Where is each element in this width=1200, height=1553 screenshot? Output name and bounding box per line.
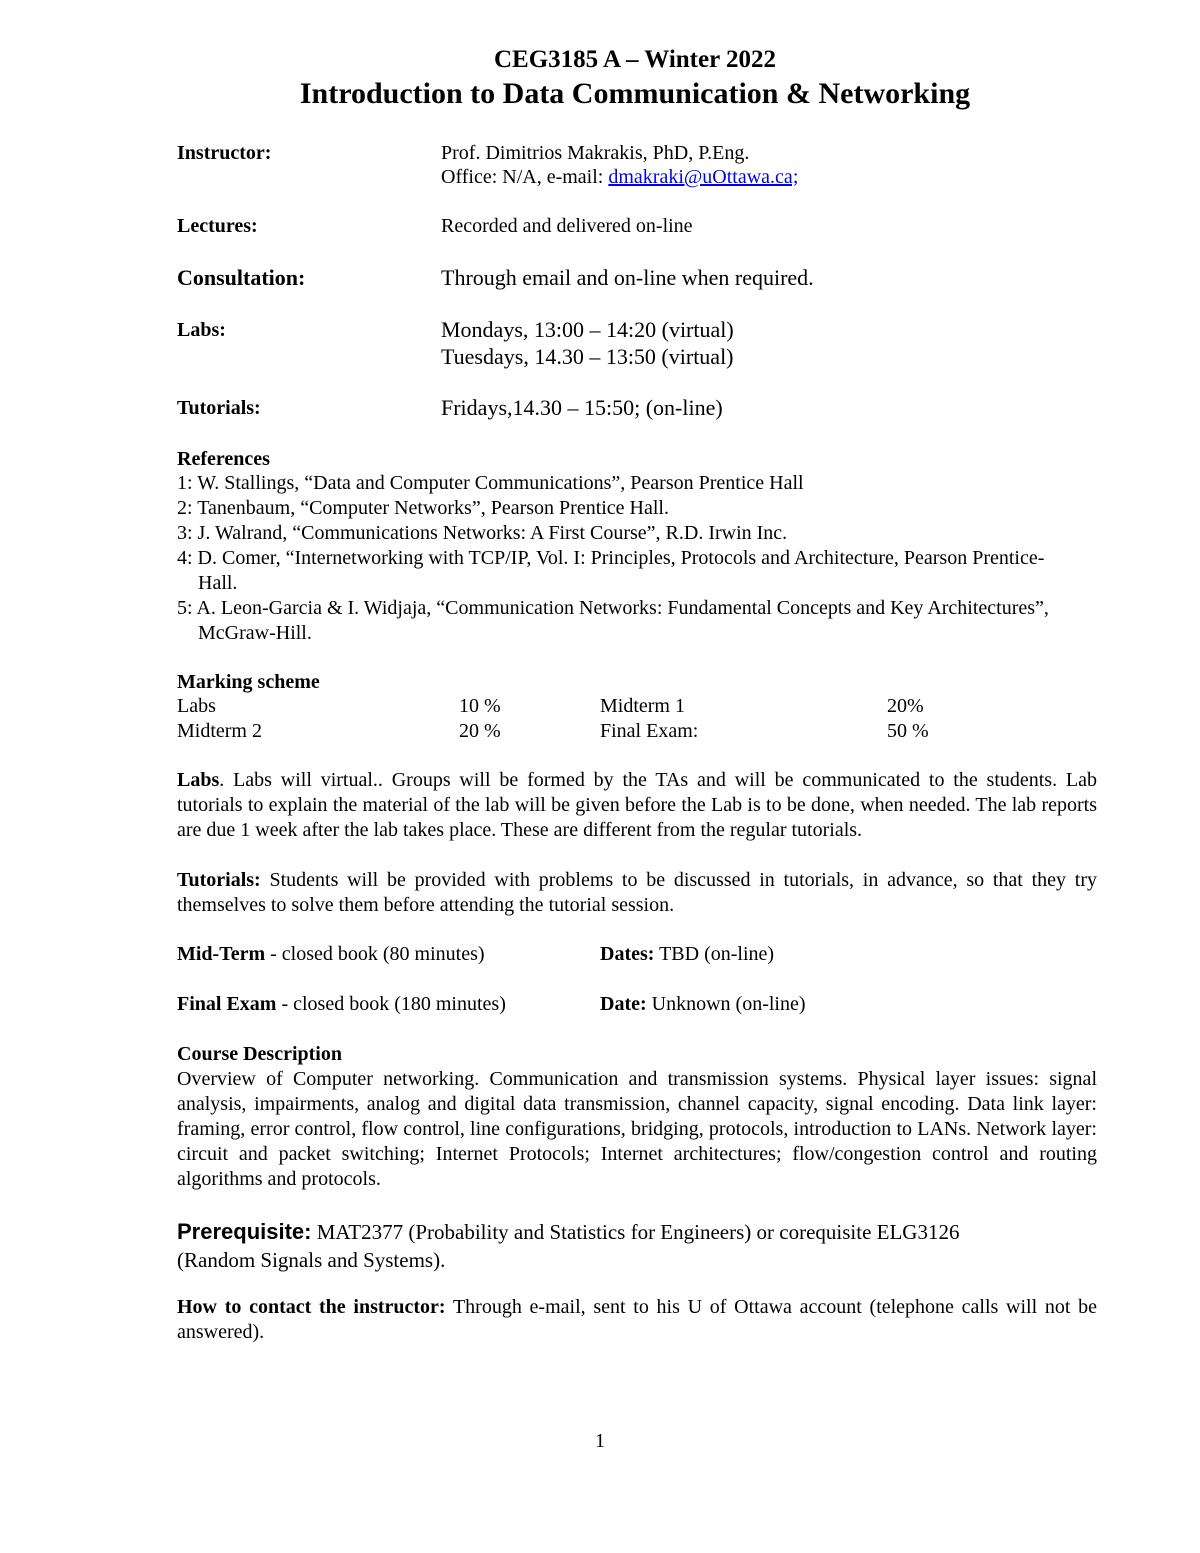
midterm-dates-label: Dates: [600, 943, 655, 965]
reference-item: 4: D. Comer, “Internetworking with TCP/IP, Vol. I: Principles, Protocols and Architecture, Pearson Prentice-Hall. [177, 547, 1045, 594]
midterm-info [177, 942, 485, 967]
consultation-value: Through email and on-line when required. [441, 265, 814, 290]
midterm-dates-value: TBD (on-line) [654, 943, 775, 965]
prerequisite-label: Prerequisite: [177, 1219, 312, 1244]
course-code-line: CEG3185 A – Winter 2022 [494, 46, 776, 73]
lectures-label: Lectures: [177, 215, 258, 237]
labs-schedule-tuesday: Tuesdays, 14.30 – 13:50 (virtual) [441, 344, 734, 369]
marking-weight: 50 % [887, 720, 929, 742]
office-prefix: Office: N/A, e-mail: [441, 166, 609, 188]
labs-paragraph-text: . Labs will virtual.. Groups will be formed by the TAs and will be communicated to the students. Lab tutorials to explain the material of the lab will be given before the Lab is to be done, when needed. The lab reports are due 1 week after the lab takes place. These are different from the regular tutorials. [177, 769, 1097, 841]
prerequisite-paragraph [177, 1218, 1037, 1275]
final-exam-date-label: Date: [600, 993, 647, 1015]
office-line [441, 165, 798, 190]
contact-text: Through e-mail, sent to his U of Ottawa account (telephone calls will not be answered). [177, 1296, 1098, 1343]
tutorials-paragraph [177, 868, 1097, 918]
lectures-value: Recorded and delivered on-line [441, 215, 693, 237]
instructor-name: Prof. Dimitrios Makrakis, PhD, P.Eng. [441, 142, 750, 164]
page-number: 1 [595, 1430, 605, 1452]
marking-weight: 20% [887, 695, 924, 717]
reference-item: 5: A. Leon-Garcia & I. Widjaja, “Communication Networks: Fundamental Concepts and Key Architectures”, McGraw-Hill. [177, 597, 1049, 644]
labs-paragraph-label: Labs [177, 769, 220, 791]
reference-item: 3: J. Walrand, “Communications Networks: A First Course”, R.D. Irwin Inc. [177, 522, 788, 544]
instructor-label: Instructor: [177, 142, 272, 164]
labs-paragraph [177, 768, 1097, 843]
consultation-label: Consultation: [177, 265, 306, 290]
marking-item: Midterm 1 [600, 695, 685, 717]
marking-weight: 20 % [459, 720, 501, 742]
labs-schedule-monday: Mondays, 13:00 – 14:20 (virtual) [441, 317, 734, 342]
contact-label: How to contact the instructor: [177, 1296, 446, 1318]
course-title: Introduction to Data Communication & Networking [299, 77, 971, 110]
final-exam-label: Final Exam [177, 993, 277, 1015]
tutorials-paragraph-text: Students will be provided with problems to be discussed in tutorials, in advance, so that they try themselves to solve them before attending the tutorial session. [177, 869, 1097, 916]
contact-paragraph [177, 1295, 1097, 1345]
final-exam-date [600, 992, 806, 1017]
marking-weight: 10 % [459, 695, 501, 717]
marking-item: Midterm 2 [177, 720, 262, 742]
final-exam-info [177, 992, 506, 1017]
instructor-email-link[interactable]: dmakraki@uOttawa.ca; [608, 166, 799, 188]
marking-item: Labs [177, 695, 216, 717]
marking-scheme-heading: Marking scheme [177, 671, 320, 693]
tutorials-value: Fridays,14.30 – 15:50; (on-line) [441, 395, 723, 420]
final-exam-text: - closed book (180 minutes) [276, 993, 506, 1015]
reference-item: 2: Tanenbaum, “Computer Networks”, Pearson Prentice Hall. [177, 497, 669, 519]
reference-item: 1: W. Stallings, “Data and Computer Communications”, Pearson Prentice Hall [177, 472, 804, 494]
course-description-heading: Course Description [177, 1043, 342, 1065]
final-exam-date-value: Unknown (on-line) [646, 993, 806, 1015]
labs-label: Labs: [177, 319, 226, 341]
marking-item: Final Exam: [600, 720, 699, 742]
references-heading: References [177, 448, 270, 470]
prerequisite-text: MAT2377 (Probability and Statistics for Engineers) or corequisite ELG3126 (Random Signals and Systems). [177, 1220, 960, 1272]
course-description-text: Overview of Computer networking. Communication and transmission systems. Physical layer issues: signal analysis, impairments, analog and digital data transmission, channel capacity, signal encoding. Data link layer: framing, error control, flow control, line configurations, bridging, protocols, introduction to LANs. Network layer: circuit and packet switching; Internet Protocols; Internet architectures; flow/congestion control and routing algorithms and protocols. [177, 1068, 1097, 1190]
tutorials-label: Tutorials: [177, 397, 261, 419]
midterm-label: Mid-Term [177, 943, 266, 965]
midterm-text: - closed book (80 minutes) [265, 943, 485, 965]
midterm-dates [600, 942, 774, 967]
tutorials-paragraph-label: Tutorials: [177, 869, 261, 891]
